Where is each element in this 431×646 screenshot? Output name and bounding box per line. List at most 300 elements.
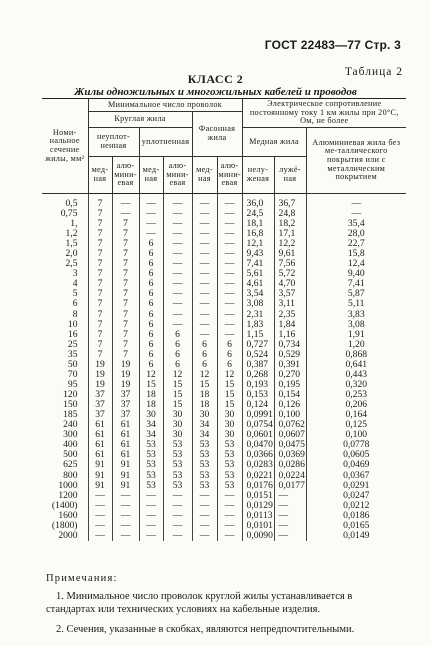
table-cell: — xyxy=(192,249,217,259)
table-cell: 6 xyxy=(139,360,163,370)
table-cell: 6 xyxy=(139,289,163,299)
table-cell: 18 xyxy=(139,390,163,400)
table-cell: 6 xyxy=(139,279,163,289)
table-cell: 15 xyxy=(217,390,242,400)
cell-section: 1000 xyxy=(58,479,78,491)
table-cell: — xyxy=(139,229,163,239)
table-cell: — xyxy=(163,310,192,320)
table-cell: 0,868 xyxy=(306,350,406,360)
table-cell: 15 xyxy=(163,390,192,400)
table-cell: 0,268 xyxy=(242,370,274,380)
table-cell: — xyxy=(192,209,217,219)
table-cell: 0,0129 xyxy=(242,501,274,511)
cell-section: 95 xyxy=(67,378,78,390)
table-cell: 7 xyxy=(112,320,139,330)
table-cell: 7 xyxy=(112,340,139,350)
table-cell: 5,11 xyxy=(306,299,406,309)
table-cell: 7 xyxy=(88,310,112,320)
table-cell: 7 xyxy=(88,289,112,299)
table-cell: 37 xyxy=(88,410,112,420)
table-cell: 6 xyxy=(163,340,192,350)
table-cell: 53 xyxy=(192,450,217,460)
table-cell: — xyxy=(217,330,242,340)
table-cell: 91 xyxy=(112,460,139,470)
table-cell: — xyxy=(274,531,306,541)
cell-section: 120 xyxy=(63,389,78,401)
cell-section: (1800) xyxy=(51,519,78,531)
table-cell: 3,08 xyxy=(306,320,406,330)
table-cell: 6 xyxy=(192,360,217,370)
table-cell: — xyxy=(217,219,242,229)
table-cell: — xyxy=(163,320,192,330)
data-table xyxy=(42,98,406,541)
cell-section: 185 xyxy=(63,409,78,421)
table-cell: — xyxy=(192,193,217,209)
table-cell: 17,1 xyxy=(274,229,306,239)
table-cell: — xyxy=(139,521,163,531)
table-cell: 0,193 xyxy=(242,380,274,390)
table-cell: 12,2 xyxy=(274,239,306,249)
table-cell: 7 xyxy=(112,279,139,289)
table-cell: 1,16 xyxy=(274,330,306,340)
col-header-copper-1: мед-ная xyxy=(88,156,112,193)
table-cell: 0,0212 xyxy=(306,501,406,511)
table-cell: 6 xyxy=(217,350,242,360)
table-cell: 5,72 xyxy=(274,269,306,279)
table-cell: — xyxy=(163,279,192,289)
table-cell: 0,0176 xyxy=(242,481,274,491)
table-cell: — xyxy=(163,259,192,269)
table-cell: — xyxy=(274,521,306,531)
table-row xyxy=(42,460,406,470)
cell-section: 400 xyxy=(63,439,78,451)
table-cell: 53 xyxy=(192,440,217,450)
table-cell: 0,0778 xyxy=(306,440,406,450)
table-cell: 91 xyxy=(112,481,139,491)
table-cell: — xyxy=(163,219,192,229)
table-cell: 7 xyxy=(112,299,139,309)
cell-section: 2,5 xyxy=(65,258,78,270)
table-cell: — xyxy=(112,511,139,521)
table-cell: 0,253 xyxy=(306,390,406,400)
cell-section: 500 xyxy=(63,449,78,461)
table-cell: — xyxy=(163,531,192,541)
table-cell: — xyxy=(192,289,217,299)
table-cell: 7 xyxy=(88,249,112,259)
table-cell: 30 xyxy=(163,410,192,420)
table-cell: 53 xyxy=(139,450,163,460)
table-cell: 53 xyxy=(217,450,242,460)
table-cell: — xyxy=(88,511,112,521)
table-cell: 1,84 xyxy=(274,320,306,330)
table-cell: 0,126 xyxy=(274,400,306,410)
table-cell: 3,83 xyxy=(306,310,406,320)
cell-section: 800 xyxy=(63,469,78,481)
table-cell: — xyxy=(217,491,242,501)
table-cell: 24,8 xyxy=(274,209,306,219)
table-cell: — xyxy=(163,193,192,209)
table-cell: 9,61 xyxy=(274,249,306,259)
cell-section: 10 xyxy=(67,318,78,330)
table-cell: 0,0366 xyxy=(242,450,274,460)
table-cell: 0,100 xyxy=(306,430,406,440)
table-cell: 0,0113 xyxy=(242,511,274,521)
table-cell: — xyxy=(192,491,217,501)
col-header-aluminum-2: алю-мини-евая xyxy=(163,156,192,193)
table-cell: 7 xyxy=(88,239,112,249)
table-cell: 0,206 xyxy=(306,400,406,410)
table-cell: 0,100 xyxy=(274,410,306,420)
notes xyxy=(46,572,396,643)
table-cell: 0,164 xyxy=(306,410,406,420)
table-cell: — xyxy=(112,521,139,531)
table-cell: 7 xyxy=(88,229,112,239)
table-cell: 0,124 xyxy=(242,400,274,410)
table-cell: 19 xyxy=(112,370,139,380)
col-header-aluminum-1: алю-мини-евая xyxy=(112,156,139,193)
table-cell: — xyxy=(163,209,192,219)
table-cell: — xyxy=(192,310,217,320)
table-cell: 53 xyxy=(217,440,242,450)
table-cell: — xyxy=(217,269,242,279)
table-cell: 7 xyxy=(112,269,139,279)
table-cell: 0,320 xyxy=(306,380,406,390)
cell-section: 0,75 xyxy=(60,207,78,219)
table-cell: 16,8 xyxy=(242,229,274,239)
table-cell: 1,20 xyxy=(306,340,406,350)
cell-section: (1400) xyxy=(51,499,78,511)
cell-section: 1600 xyxy=(58,509,78,521)
table-cell: — xyxy=(217,193,242,209)
table-cell: — xyxy=(139,491,163,501)
table-cell: 5,61 xyxy=(242,269,274,279)
table-cell: 53 xyxy=(217,471,242,481)
table-cell: — xyxy=(192,531,217,541)
table-cell: — xyxy=(217,299,242,309)
table-cell: 6 xyxy=(163,350,192,360)
table-cell: 30 xyxy=(217,420,242,430)
table-cell: 6 xyxy=(139,330,163,340)
table-cell: 0,734 xyxy=(274,340,306,350)
cell-section: 2,0 xyxy=(65,248,78,260)
table-cell: — xyxy=(112,501,139,511)
table-number: Таблица 2 xyxy=(344,66,403,78)
table-cell: 7 xyxy=(88,259,112,269)
table-cell: — xyxy=(163,521,192,531)
col-header-copper-2: мед-ная xyxy=(139,156,163,193)
table-cell: 18 xyxy=(139,400,163,410)
table-cell: 61 xyxy=(112,420,139,430)
table-cell: 30 xyxy=(192,410,217,420)
table-cell: 53 xyxy=(163,440,192,450)
table-cell: — xyxy=(163,289,192,299)
table-cell: 61 xyxy=(88,450,112,460)
table-cell: — xyxy=(163,491,192,501)
table-cell: — xyxy=(192,259,217,269)
table-cell: 0,0101 xyxy=(242,521,274,531)
table-cell: 7 xyxy=(112,289,139,299)
col-header-copper-3: мед-ная xyxy=(192,156,217,193)
table-cell: 53 xyxy=(139,481,163,491)
table-cell: 37 xyxy=(88,390,112,400)
table-cell: 30 xyxy=(163,430,192,440)
table-cell: — xyxy=(192,239,217,249)
table-cell: 91 xyxy=(88,460,112,470)
table-cell: 15 xyxy=(217,400,242,410)
table-cell: 7,41 xyxy=(242,259,274,269)
table-cell: 3,54 xyxy=(242,289,274,299)
table-cell: 4,61 xyxy=(242,279,274,289)
table-cell: 12 xyxy=(192,370,217,380)
table-cell: 35,4 xyxy=(306,219,406,229)
table-body xyxy=(42,193,406,541)
table-cell: 53 xyxy=(163,481,192,491)
table-cell: 0,0369 xyxy=(274,450,306,460)
cell-section: 0,5 xyxy=(65,197,78,209)
table-cell: — xyxy=(88,501,112,511)
table-cell: 0,153 xyxy=(242,390,274,400)
table-cell: 30 xyxy=(139,410,163,420)
col-header-section: Номи-нальное сечение жилы, мм² xyxy=(42,99,88,194)
table-cell: 12,1 xyxy=(242,239,274,249)
table-cell: — xyxy=(192,299,217,309)
table-cell: 12 xyxy=(139,370,163,380)
table-cell: 91 xyxy=(112,471,139,481)
table-cell: 61 xyxy=(88,440,112,450)
table-cell: 37 xyxy=(112,390,139,400)
table-cell: 3,57 xyxy=(274,289,306,299)
table-cell: 0,0149 xyxy=(306,531,406,541)
table-cell: 0,0469 xyxy=(306,460,406,470)
table-cell: 53 xyxy=(139,440,163,450)
table-cell: 0,524 xyxy=(242,350,274,360)
table-cell: 61 xyxy=(112,430,139,440)
table-cell: — xyxy=(274,511,306,521)
table-cell: 37 xyxy=(88,400,112,410)
table-cell: 0,0286 xyxy=(274,460,306,470)
table-cell: — xyxy=(139,193,163,209)
cell-section: 1, xyxy=(70,217,78,229)
table-cell: 2,35 xyxy=(274,310,306,320)
table-cell: — xyxy=(139,209,163,219)
table-cell: 0,0221 xyxy=(242,471,274,481)
table-row xyxy=(42,531,406,541)
table-cell: 34 xyxy=(192,430,217,440)
table-cell: — xyxy=(217,209,242,219)
cell-section: 70 xyxy=(67,368,78,380)
table-cell: 9,40 xyxy=(306,269,406,279)
table-cell: — xyxy=(192,521,217,531)
table-cell: 7 xyxy=(88,193,112,209)
table-cell: 19 xyxy=(88,360,112,370)
table-cell: 6 xyxy=(139,310,163,320)
table-cell: 7,56 xyxy=(274,259,306,269)
table-cell: 0,0165 xyxy=(306,521,406,531)
table-cell: 0,0283 xyxy=(242,460,274,470)
table-cell: 0,529 xyxy=(274,350,306,360)
table-cell: 53 xyxy=(217,481,242,491)
table-cell: 19 xyxy=(112,360,139,370)
table-cell: 53 xyxy=(192,471,217,481)
table-cell: — xyxy=(88,491,112,501)
table-cell: 7 xyxy=(88,279,112,289)
table-cell: 91 xyxy=(88,471,112,481)
table-cell: 6 xyxy=(139,299,163,309)
table-cell: 6 xyxy=(139,249,163,259)
col-header-tinned: лужё-ная xyxy=(274,156,306,193)
class-title: КЛАСС 2 xyxy=(187,72,244,86)
table-cell: 2,31 xyxy=(242,310,274,320)
cell-section: 16 xyxy=(67,328,78,340)
table-cell: — xyxy=(192,279,217,289)
table-cell: 7 xyxy=(112,239,139,249)
table-cell: 0,195 xyxy=(274,380,306,390)
table-cell: — xyxy=(112,193,139,209)
table-cell: 0,0991 xyxy=(242,410,274,420)
table-cell: 1,83 xyxy=(242,320,274,330)
table-cell: — xyxy=(139,219,163,229)
table-cell: 22,7 xyxy=(306,239,406,249)
table-cell: — xyxy=(112,491,139,501)
table-cell: 7 xyxy=(88,350,112,360)
table-cell: 6 xyxy=(139,320,163,330)
table-cell: 7 xyxy=(112,259,139,269)
cell-section: 6 xyxy=(72,298,78,310)
table-cell: — xyxy=(88,521,112,531)
col-header-round: Круглая жила xyxy=(88,112,192,128)
note-1: 1. Минимальное число проволок круглой жилы устанавливается в стандартах или технических условиях на кабельные изделия. xyxy=(46,590,353,616)
table-cell: 7 xyxy=(112,330,139,340)
table-cell: — xyxy=(163,299,192,309)
table-cell: 6 xyxy=(139,269,163,279)
table-cell: 24,5 xyxy=(242,209,274,219)
table-cell: — xyxy=(217,521,242,531)
table-cell: — xyxy=(163,501,192,511)
table-cell: 6 xyxy=(217,340,242,350)
cell-section: 150 xyxy=(63,399,78,411)
table-cell: 0,727 xyxy=(242,340,274,350)
table-cell: 0,125 xyxy=(306,420,406,430)
table-cell: 0,391 xyxy=(274,360,306,370)
table-cell: — xyxy=(163,229,192,239)
table-cell: 1,15 xyxy=(242,330,274,340)
table-cell: 19 xyxy=(88,380,112,390)
table-cell: 0,0090 xyxy=(242,531,274,541)
table-cell: 30 xyxy=(217,430,242,440)
cell-section: 25 xyxy=(67,338,78,350)
cell-section: 240 xyxy=(63,419,78,431)
table-subtitle: Жилы одножильных и многожильных кабелей и проводов xyxy=(74,86,357,98)
col-header-copper-core: Медная жила xyxy=(242,127,306,156)
table-cell: 91 xyxy=(88,481,112,491)
table-cell: 6 xyxy=(139,259,163,269)
col-header-compacted: уплотненная xyxy=(139,127,192,156)
table-row xyxy=(42,299,406,309)
table-cell: — xyxy=(139,531,163,541)
table-cell: 7 xyxy=(112,219,139,229)
table-cell: 6 xyxy=(139,350,163,360)
col-header-bare: нелу-женая xyxy=(242,156,274,193)
table-cell: 30 xyxy=(163,420,192,430)
table-cell: — xyxy=(192,219,217,229)
table-cell: 53 xyxy=(139,460,163,470)
cell-section: 50 xyxy=(67,358,78,370)
table-cell: 15 xyxy=(139,380,163,390)
table-cell: — xyxy=(163,239,192,249)
table-cell: 18 xyxy=(192,400,217,410)
table-cell: 0,0367 xyxy=(306,471,406,481)
table-cell: — xyxy=(217,531,242,541)
table-cell: 6 xyxy=(192,350,217,360)
table-cell: 3,08 xyxy=(242,299,274,309)
table-cell: 7 xyxy=(112,249,139,259)
table-cell: — xyxy=(217,249,242,259)
table-cell: 0,0291 xyxy=(306,481,406,491)
table-cell: 0,154 xyxy=(274,390,306,400)
table-cell: — xyxy=(217,310,242,320)
table-cell: 34 xyxy=(139,420,163,430)
col-header-min-wires: Минимальное число проволок xyxy=(88,99,242,112)
cell-section: 3 xyxy=(72,268,78,280)
table-cell: 1,91 xyxy=(306,330,406,340)
table-cell: — xyxy=(192,320,217,330)
table-cell: 0,0605 xyxy=(306,450,406,460)
table-cell: 18,2 xyxy=(274,219,306,229)
table-cell: 0,0247 xyxy=(306,491,406,501)
table-cell: 0,0151 xyxy=(242,491,274,501)
table-cell: 53 xyxy=(217,460,242,470)
table-cell: 0,0607 xyxy=(274,430,306,440)
table-cell: — xyxy=(217,501,242,511)
cell-section: 4 xyxy=(72,278,78,290)
table-cell: 53 xyxy=(163,460,192,470)
table-cell: 36,0 xyxy=(242,193,274,209)
table-cell: 5,87 xyxy=(306,289,406,299)
table-cell: 7 xyxy=(112,350,139,360)
table-cell: 15 xyxy=(163,400,192,410)
page-header: ГОСТ 22483—77 Стр. 3 xyxy=(264,38,401,52)
table-cell: — xyxy=(217,320,242,330)
table-cell: — xyxy=(112,531,139,541)
table-cell: 61 xyxy=(88,420,112,430)
table-cell: 18 xyxy=(192,390,217,400)
table-cell: 36,7 xyxy=(274,193,306,209)
table-cell: 15 xyxy=(192,380,217,390)
table-cell: 12 xyxy=(217,370,242,380)
table-cell: 30 xyxy=(217,410,242,420)
table-cell: 53 xyxy=(163,450,192,460)
table-cell: 15 xyxy=(163,380,192,390)
table-cell: — xyxy=(192,269,217,279)
table-cell: — xyxy=(112,209,139,219)
table-cell: 19 xyxy=(112,380,139,390)
table-cell: 6 xyxy=(163,330,192,340)
cell-section: 2000 xyxy=(58,529,78,541)
table-cell: 6 xyxy=(139,340,163,350)
table-cell: 18,1 xyxy=(242,219,274,229)
table-cell: 53 xyxy=(139,471,163,481)
table-cell: 7 xyxy=(88,340,112,350)
table-cell: 7 xyxy=(88,320,112,330)
table-cell: 37 xyxy=(112,400,139,410)
table-cell: 12,4 xyxy=(306,259,406,269)
table-cell: 53 xyxy=(163,471,192,481)
cell-section: 5 xyxy=(72,288,78,300)
table-cell: 0,0754 xyxy=(242,420,274,430)
cell-section: 35 xyxy=(67,348,78,360)
table-cell: 7 xyxy=(88,269,112,279)
table-cell: 61 xyxy=(112,440,139,450)
